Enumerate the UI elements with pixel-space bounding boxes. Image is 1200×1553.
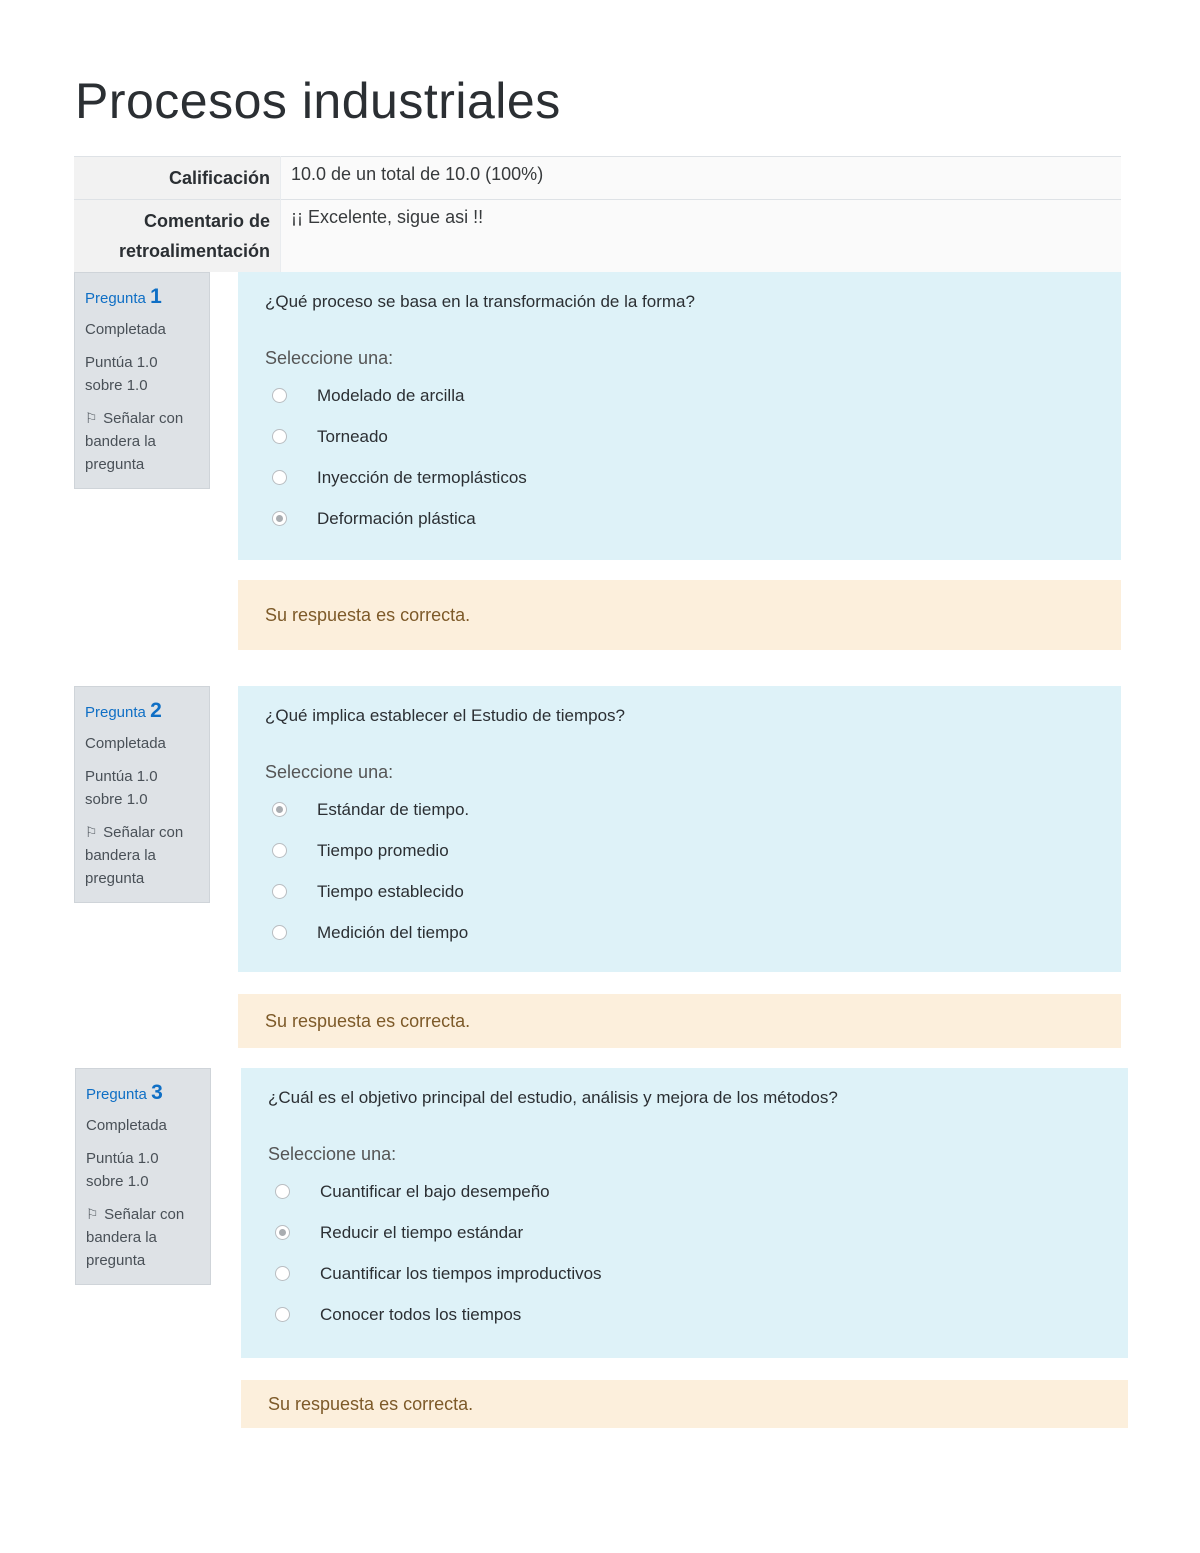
flag-question-link[interactable] [85,407,199,476]
question-formulation-2 [238,686,1121,972]
option-label: Tiempo establecido [317,881,464,901]
question-grade: Puntúa 1.0 sobre 1.0 [86,1150,159,1190]
answer-option[interactable] [268,1253,1128,1294]
option-label: Medición del tiempo [317,922,469,942]
question-text: ¿Cuál es el objetivo principal del estudio, análisis y mejora de los métodos? [268,1088,838,1107]
question-state: Completada [85,321,166,338]
question-state: Completada [86,1117,167,1134]
grade-row [74,157,1121,200]
answer-options [268,1171,1128,1335]
radio-button[interactable] [272,470,287,485]
option-label: Modelado de arcilla [317,385,465,405]
question-text: ¿Qué proceso se basa en la transformación de la forma? [265,292,695,311]
answer-options [265,789,1121,953]
radio-button[interactable] [275,1307,290,1322]
grade-label: Calificación [74,157,281,200]
quiz-summary-table [74,156,1121,272]
option-label: Inyección de termoplásticos [317,467,527,487]
radio-button[interactable] [275,1184,290,1199]
radio-button-selected[interactable] [272,802,287,817]
answer-option[interactable] [265,871,1121,912]
answer-option[interactable] [268,1212,1128,1253]
question-info-1 [74,272,210,489]
radio-button[interactable] [272,884,287,899]
option-label: Cuantificar los tiempos improductivos [320,1263,602,1283]
answer-options [265,375,1121,539]
option-label: Conocer todos los tiempos [320,1304,522,1324]
flag-icon: ⚐ [85,410,98,426]
feedback-row [74,200,1121,273]
flag-icon: ⚐ [86,1206,99,1222]
answer-feedback-3: Su respuesta es correcta. [241,1380,1128,1428]
option-label: Estándar de tiempo. [317,799,470,819]
radio-button[interactable] [275,1266,290,1281]
answer-option[interactable] [265,912,1121,953]
question-state: Completada [85,735,166,752]
answer-option[interactable] [265,416,1121,457]
flag-label: Señalar con bandera la pregunta [85,410,184,473]
answer-option[interactable] [265,830,1121,871]
option-label: Cuantificar el bajo desempeño [320,1181,550,1201]
flag-label: Señalar con bandera la pregunta [86,1206,185,1269]
question-formulation-1 [238,272,1121,560]
question-text: ¿Qué implica establecer el Estudio de tiempos? [265,706,626,725]
page-title: Procesos industriales [75,73,561,129]
question-label: Pregunta [85,704,146,721]
option-label: Tiempo promedio [317,840,449,860]
question-label: Pregunta [86,1086,147,1103]
answer-option[interactable] [265,789,1121,830]
question-label: Pregunta [85,290,146,307]
radio-button[interactable] [272,429,287,444]
flag-label: Señalar con bandera la pregunta [85,824,184,887]
question-grade: Puntúa 1.0 sobre 1.0 [85,354,158,394]
answer-prompt: Seleccione una: [265,762,394,782]
grade-value: 10.0 de un total de 10.0 (100%) [281,157,1122,200]
answer-feedback-2: Su respuesta es correcta. [238,994,1121,1048]
question-number: 1 [150,285,162,308]
feedback-value: ¡¡ Excelente, sigue asi !! [281,200,1122,273]
option-label: Reducir el tiempo estándar [320,1222,524,1242]
flag-icon: ⚐ [85,824,98,840]
option-label: Deformación plástica [317,508,476,528]
question-grade: Puntúa 1.0 sobre 1.0 [85,768,158,808]
question-number: 2 [150,699,162,722]
radio-button-selected[interactable] [275,1225,290,1240]
answer-option[interactable] [265,498,1121,539]
answer-option[interactable] [268,1171,1128,1212]
flag-question-link[interactable] [85,821,199,890]
feedback-label: Comentario de retroalimentación [74,200,281,273]
answer-prompt: Seleccione una: [268,1144,397,1164]
answer-option[interactable] [265,457,1121,498]
question-number: 3 [151,1081,163,1104]
flag-question-link[interactable] [86,1203,200,1272]
question-formulation-3 [241,1068,1128,1358]
question-info-2 [74,686,210,903]
radio-button-selected[interactable] [272,511,287,526]
radio-button[interactable] [272,925,287,940]
radio-button[interactable] [272,843,287,858]
option-label: Torneado [317,426,388,446]
answer-option[interactable] [268,1294,1128,1335]
question-info-3 [75,1068,211,1285]
radio-button[interactable] [272,388,287,403]
answer-prompt: Seleccione una: [265,348,394,368]
answer-feedback-1: Su respuesta es correcta. [238,580,1121,650]
answer-option[interactable] [265,375,1121,416]
